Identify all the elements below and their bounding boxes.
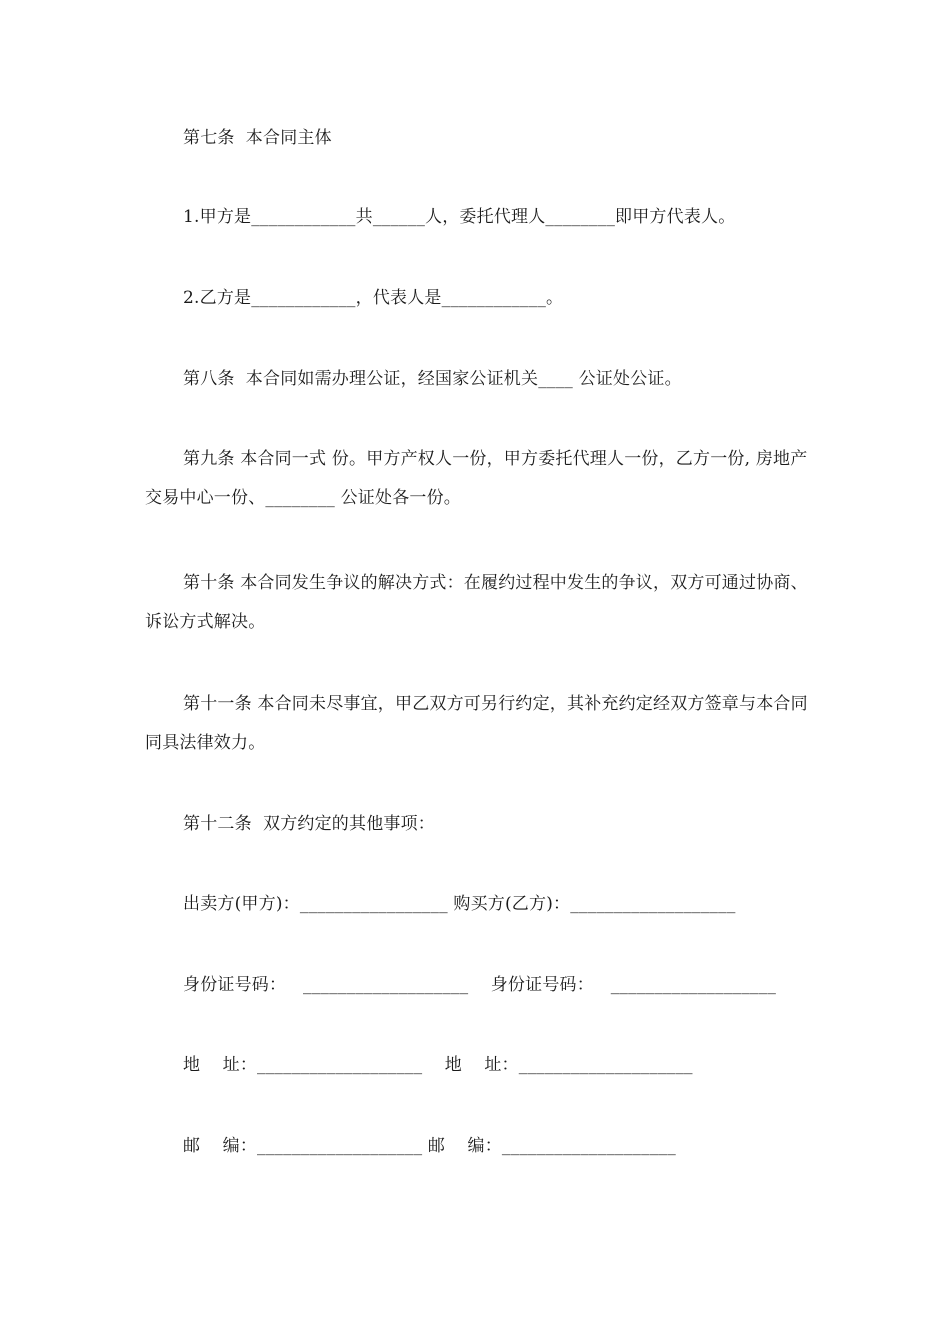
article-7-title: 第七条 本合同主体 xyxy=(183,128,332,148)
signature-address-line: 地 址：___________________ 地 址：____________________ xyxy=(183,1055,693,1075)
article-8: 第八条 本合同如需办理公证，经国家公证机关____ 公证处公证。 xyxy=(183,369,682,389)
article-7-item-1: 1.甲方是____________共______人，委托代理人________即甲方代表人。 xyxy=(183,207,736,227)
article-10: 第十条 本合同发生争议的解决方式：在履约过程中发生的争议，双方可通过协商、诉讼方式解决。 xyxy=(145,573,808,632)
article-9: 第九条 本合同一式 份。甲方产权人一份，甲方委托代理人一份，乙方一份, 房地产交易中心一份、________ 公证处各一份。 xyxy=(145,449,808,508)
article-11: 第十一条 本合同未尽事宜，甲乙双方可另行约定，其补充约定经双方签章与本合同同具法律效力。 xyxy=(145,694,808,753)
signature-id-line: 身份证号码： ___________________ 身份证号码： ___________________ xyxy=(183,975,777,995)
signature-parties-line: 出卖方(甲方)：_________________ 购买方(乙方)：___________________ xyxy=(183,894,736,914)
article-7-item-2: 2.乙方是____________，代表人是____________。 xyxy=(183,288,564,308)
article-12: 第十二条 双方约定的其他事项： xyxy=(183,814,436,834)
signature-postcode-line: 邮 编：___________________ 邮 编：____________________ xyxy=(183,1136,676,1156)
